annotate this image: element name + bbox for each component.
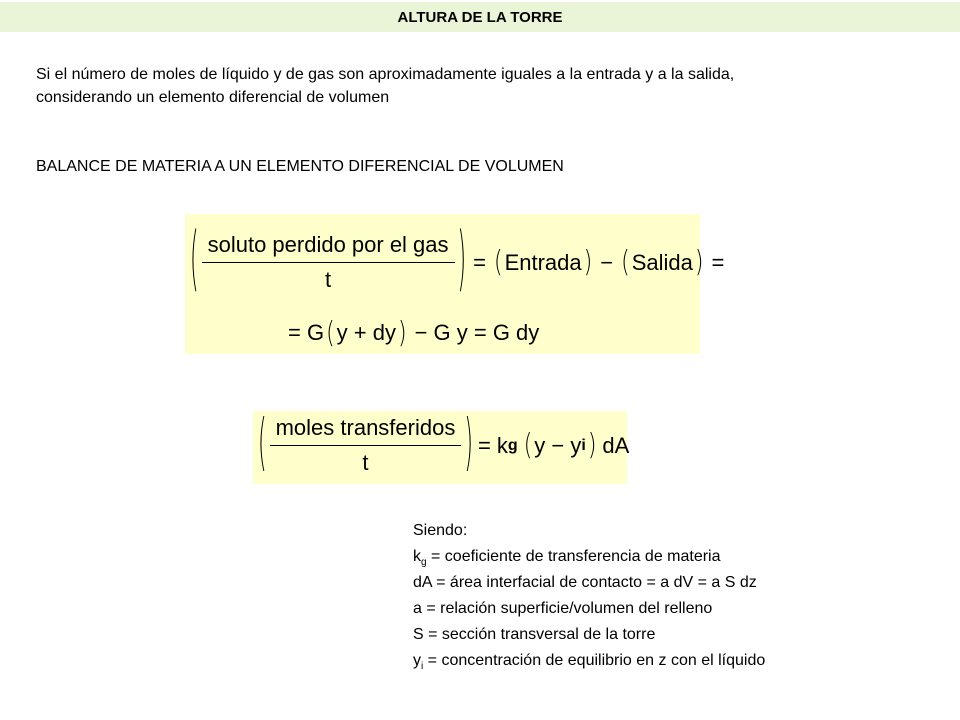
paren-open: (: [493, 245, 503, 280]
paren-close: ): [583, 245, 593, 280]
fraction-denominator: t: [325, 267, 332, 292]
right-big-paren: ): [457, 220, 467, 301]
left-big-paren: (: [190, 220, 199, 301]
definitions-intro: Siendo:: [413, 522, 468, 539]
definition-dA: dA = área interfacial de contacto = a dV = a S dz: [413, 574, 757, 591]
kg-description: = coeficiente de transferencia de materia: [426, 548, 721, 565]
equals-sign-2: =: [711, 249, 725, 275]
definition-a: a = relación superficie/volumen del relleno: [413, 600, 713, 617]
fraction-numerator: moles transferidos: [275, 415, 456, 440]
line2-lhs: = G: [288, 320, 325, 345]
equation-2-line: [257, 409, 630, 480]
right-big-paren: ): [464, 409, 473, 480]
definition-yi: [413, 648, 933, 674]
yi-subscript: i: [421, 661, 424, 672]
entrada-term: Entrada: [504, 249, 582, 275]
kg-subscript: g: [507, 436, 518, 454]
inner-term: y − y: [534, 432, 582, 458]
inner-subscript: i: [581, 436, 586, 454]
intro-paragraph: [36, 63, 936, 109]
fraction: [270, 415, 462, 476]
title-bar: [0, 2, 960, 32]
transfer-rate-equation: [253, 409, 630, 484]
fraction: [202, 232, 455, 293]
yi-symbol: y: [413, 652, 421, 669]
equation-line-2: [288, 316, 540, 350]
salida-term: Salida: [631, 249, 693, 275]
page-title: ALTURA DE LA TORRE: [397, 8, 563, 26]
fraction-numerator: soluto perdido por el gas: [207, 232, 449, 257]
paren-open: (: [326, 316, 335, 350]
line2-rhs: − G y = G dy: [414, 320, 540, 345]
equation-line-1: [189, 220, 730, 301]
left-big-paren: (: [258, 409, 267, 480]
line2-inner: y + dy: [336, 320, 396, 345]
fraction-denominator: t: [362, 450, 369, 475]
yi-description: = concentración de equilibrio en z con el líquido: [423, 652, 766, 669]
paren-open: (: [621, 245, 630, 280]
kg-subscript: g: [421, 557, 427, 568]
minus-sign: −: [600, 249, 614, 275]
definitions-list: [413, 518, 933, 674]
paren-close: ): [397, 316, 407, 350]
material-balance-equation: [185, 214, 725, 354]
section-heading: BALANCE DE MATERIA A UN ELEMENTO DIFERENCIAL DE VOLUMEN: [36, 158, 564, 175]
intro-line-1: Si el número de moles de líquido y de gas son aproximadamente iguales a la entrada y a la salida,: [36, 66, 735, 83]
dA-term: dA: [602, 432, 630, 458]
equals-sign: =: [473, 249, 486, 275]
kg-symbol: = k: [477, 432, 508, 458]
definition-kg: [413, 544, 933, 570]
kg-symbol: k: [413, 548, 421, 565]
intro-line-2: considerando un elemento diferencial de volumen: [36, 89, 390, 106]
definition-S: S = sección transversal de la torre: [413, 626, 656, 643]
paren-open: (: [523, 428, 533, 463]
paren-close: ): [694, 245, 704, 280]
paren-close: ): [587, 428, 597, 463]
